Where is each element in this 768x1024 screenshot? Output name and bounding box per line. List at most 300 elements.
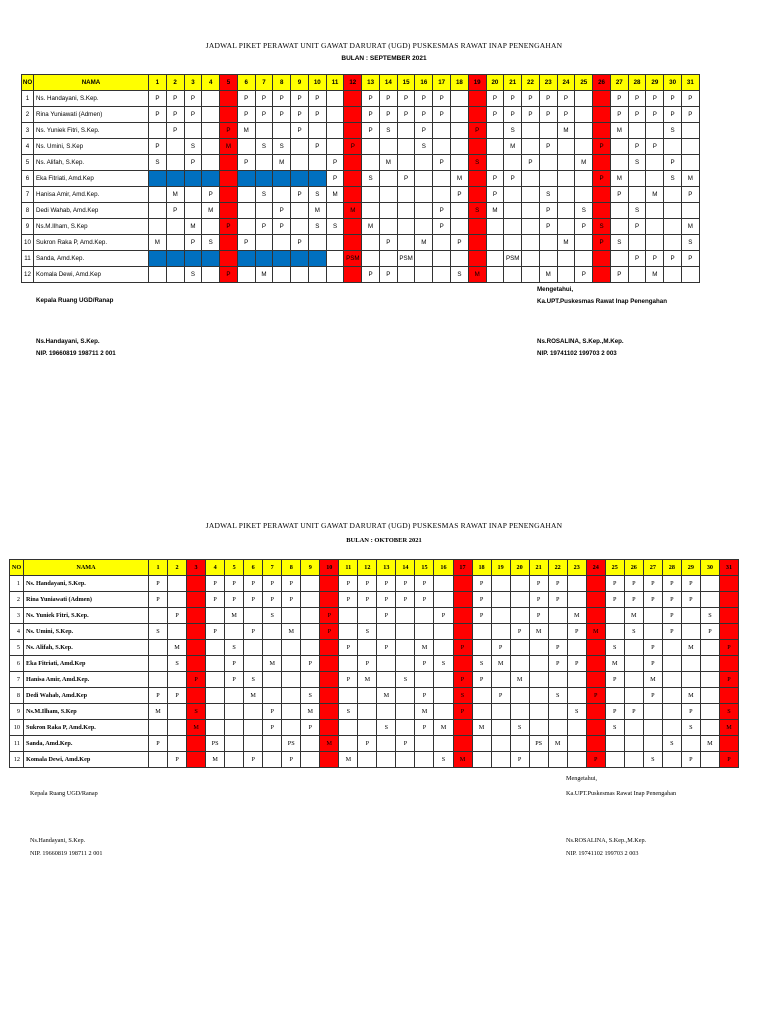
shift-cell [567,752,586,768]
shift-cell [225,720,244,736]
shift-cell [301,592,320,608]
shift-cell [206,704,225,720]
left-sign-role: Kepala Ruang UGD/Ranap [30,790,98,797]
shift-cell [472,624,491,640]
shift-cell [396,752,415,768]
row-number: 4 [22,139,34,155]
shift-cell: P [225,656,244,672]
shift-cell: P [557,107,575,123]
shift-cell [225,624,244,640]
header-day: 3 [184,75,202,91]
shift-cell [719,656,738,672]
shift-cell: P [646,251,664,267]
header-day: 31 [681,75,699,91]
shift-cell: P [220,123,238,139]
right-sign-role: Ka.UPT.Puskesmas Rawat Inap Penengahan [566,790,677,797]
right-signature-block [566,774,676,798]
shift-cell: P [664,155,682,171]
shift-cell: PSM [344,251,362,267]
shift-cell: P [149,139,167,155]
shift-cell [605,752,624,768]
shift-cell [339,656,358,672]
shift-cell: P [377,576,396,592]
header-day: 2 [168,560,187,576]
shift-cell [149,752,168,768]
shift-cell: P [273,107,291,123]
shift-cell: P [662,592,681,608]
shift-cell [491,720,510,736]
shift-cell: S [593,219,611,235]
header-day: 30 [664,75,682,91]
nurse-name: Rina Yuniawati (Admen) [34,107,149,123]
header-day: 27 [610,75,628,91]
shift-cell [396,608,415,624]
shift-cell [719,624,738,640]
shift-cell [244,720,263,736]
header-day: 29 [646,75,664,91]
shift-cell [681,608,700,624]
shift-cell [434,736,453,752]
shift-cell [491,592,510,608]
shift-cell [149,656,168,672]
shift-cell: M [453,752,472,768]
nurse-name: Ns. Yuniek Fitri, S.Kep. [24,608,149,624]
table-row [10,688,739,704]
shift-cell [263,640,282,656]
header-day: 18 [472,560,491,576]
row-number: 10 [22,235,34,251]
shift-cell: P [681,752,700,768]
shift-cell [719,608,738,624]
shift-cell: P [628,91,646,107]
shift-cell [206,672,225,688]
row-number: 11 [10,736,24,752]
shift-cell: P [263,720,282,736]
shift-cell [187,752,206,768]
shift-cell: P [548,592,567,608]
shift-cell: S [468,155,486,171]
shift-cell: P [624,592,643,608]
shift-cell: P [539,91,557,107]
shift-cell [586,592,605,608]
shift-cell [320,592,339,608]
shift-cell: P [244,576,263,592]
shift-cell: P [522,107,540,123]
shift-cell: S [504,123,522,139]
shift-cell [567,720,586,736]
shift-cell: P [664,107,682,123]
shift-cell: M [719,720,738,736]
shift-cell [225,704,244,720]
shift-cell: P [339,672,358,688]
shift-cell: P [237,155,255,171]
shift-cell: S [415,139,433,155]
shift-cell [605,624,624,640]
schedule-month: BULAN : OKTOBER 2021 [346,537,422,544]
shift-cell [453,576,472,592]
shift-cell [282,640,301,656]
shift-cell [206,608,225,624]
header-day: 8 [273,75,291,91]
shift-cell: P [681,107,699,123]
header-day: 6 [237,75,255,91]
shift-cell: M [379,155,397,171]
shift-cell: P [681,187,699,203]
right-sign-ack: Mengetahui, [566,775,598,782]
nurse-name: Sukron Raka P, Amd.Kep. [34,235,149,251]
shift-cell: P [510,624,529,640]
shift-cell [434,672,453,688]
shift-cell: P [681,91,699,107]
shift-cell [168,576,187,592]
shift-cell [282,704,301,720]
nurse-name: Ns. Umini, S.Kep. [24,624,149,640]
shift-cell [700,752,719,768]
left-sign-name: Ns.Handayani, S.Kep. [36,338,100,345]
shift-cell: M [244,688,263,704]
header-day: 20 [510,560,529,576]
shift-cell: M [415,704,434,720]
header-day: 12 [344,75,362,91]
shift-cell: M [187,720,206,736]
shift-cell: P [548,656,567,672]
shift-cell [586,736,605,752]
header-day: 26 [624,560,643,576]
header-day: 11 [339,560,358,576]
shift-cell: P [548,640,567,656]
shift-cell: P [593,171,611,187]
shift-cell: S [719,704,738,720]
shift-cell: P [415,688,434,704]
shift-cell: P [168,752,187,768]
shift-cell: P [415,656,434,672]
shift-cell: PS [206,736,225,752]
shift-cell: M [643,672,662,688]
shift-cell: M [624,608,643,624]
shift-cell [206,720,225,736]
shift-cell [263,624,282,640]
header-day: 27 [643,560,662,576]
shift-cell: P [396,592,415,608]
header-day: 14 [379,75,397,91]
header-day: 7 [255,75,273,91]
shift-cell: M [491,656,510,672]
shift-cell: P [244,624,263,640]
row-number: 4 [10,624,24,640]
shift-cell [529,752,548,768]
header-day: 1 [149,560,168,576]
shift-cell: S [453,688,472,704]
nurse-name: Sanda, Amd.Kep. [34,251,149,267]
shift-cell [700,576,719,592]
header-day: 11 [326,75,344,91]
shift-cell: P [320,608,339,624]
shift-cell [339,624,358,640]
shift-cell: P [628,251,646,267]
schedule-month: BULAN : SEPTEMBER 2021 [341,55,427,62]
shift-cell [415,672,434,688]
shift-cell: M [273,155,291,171]
shift-cell [358,688,377,704]
shift-cell [263,752,282,768]
shift-cell: S [681,720,700,736]
shift-cell: P [504,91,522,107]
shift-cell: P [362,123,380,139]
shift-cell [301,576,320,592]
table-row [10,608,739,624]
shift-cell: P [415,123,433,139]
shift-cell: P [605,672,624,688]
header-day: 15 [397,75,415,91]
shift-cell: P [529,608,548,624]
shift-cell: P [529,576,548,592]
shift-cell [301,640,320,656]
shift-cell [187,688,206,704]
shift-cell [491,704,510,720]
shift-cell: P [379,107,397,123]
shift-cell [168,736,187,752]
shift-cell [263,736,282,752]
table-row [10,720,739,736]
shift-cell [244,608,263,624]
shift-cell: P [237,107,255,123]
shift-cell: M [149,235,167,251]
shift-cell [282,672,301,688]
shift-cell [624,720,643,736]
left-sign-name: Ns.Handayani, S.Kep. [30,837,86,844]
shift-cell: M [700,736,719,752]
shift-cell: M [220,139,238,155]
shift-cell: P [681,251,699,267]
shift-cell [320,656,339,672]
shift-cell: S [202,235,220,251]
header-day: 19 [491,560,510,576]
shift-cell: P [291,187,309,203]
shift-cell: P [149,592,168,608]
shift-cell: S [362,171,380,187]
shift-cell [529,640,548,656]
shift-cell: M [510,672,529,688]
shift-cell: P [184,91,202,107]
header-nama: NAMA [24,560,149,576]
header-day: 13 [362,75,380,91]
shift-cell: P [539,139,557,155]
shift-cell: P [643,592,662,608]
shift-cell [567,688,586,704]
shift-cell: P [628,107,646,123]
shift-cell [681,656,700,672]
shift-cell: P [486,107,504,123]
shift-cell [586,672,605,688]
shift-cell [586,640,605,656]
shift-cell: P [339,592,358,608]
shift-cell: S [548,688,567,704]
shift-cell: P [451,235,469,251]
shift-cell [168,704,187,720]
header-day: 5 [225,560,244,576]
shift-cell: P [220,267,238,283]
shift-cell: S [434,752,453,768]
shift-cell: M [255,267,273,283]
header-day: 8 [282,560,301,576]
shift-cell [320,720,339,736]
shift-cell [320,640,339,656]
shift-cell: P [472,576,491,592]
shift-cell [320,752,339,768]
right-sign-ack: Mengetahui, [537,286,574,293]
shift-cell: M [225,608,244,624]
shift-cell [510,640,529,656]
shift-cell [624,640,643,656]
shift-cell: S [255,187,273,203]
shift-cell: M [206,752,225,768]
shift-cell: M [362,219,380,235]
shift-cell: P [586,688,605,704]
shift-cell [491,736,510,752]
shift-cell [700,688,719,704]
row-number: 7 [22,187,34,203]
shift-cell: S [610,235,628,251]
header-day: 31 [719,560,738,576]
shift-cell: S [184,267,202,283]
shift-cell: P [719,672,738,688]
shift-cell: S [681,235,699,251]
shift-cell: P [681,592,700,608]
shift-cell [472,752,491,768]
nurse-name: Rina Yuniawati (Admen) [24,592,149,608]
shift-cell [529,720,548,736]
header-day: 9 [291,75,309,91]
shift-cell: P [320,624,339,640]
shift-cell [491,672,510,688]
shift-cell: M [434,720,453,736]
shift-cell [149,672,168,688]
shift-cell: S [379,123,397,139]
shift-cell [282,688,301,704]
nurse-name: Hanisa Amir, Amd.Kep. [34,187,149,203]
shift-cell: P [539,203,557,219]
row-number: 3 [22,123,34,139]
nurse-name: Dedi Wahab, Amd.Kep [24,688,149,704]
shift-cell: S [225,640,244,656]
right-sign-role: Ka.UPT.Puskesmas Rawat Inap Penengahan [537,298,667,305]
shift-cell: S [624,624,643,640]
shift-cell: M [237,123,255,139]
row-number: 12 [10,752,24,768]
shift-cell: S [539,187,557,203]
shift-cell: M [681,688,700,704]
shift-cell [624,688,643,704]
shift-cell: M [326,187,344,203]
shift-cell: P [539,107,557,123]
shift-cell: P [662,576,681,592]
shift-cell [415,608,434,624]
row-number: 1 [22,91,34,107]
shift-cell: P [273,219,291,235]
shift-cell [491,752,510,768]
shift-cell: P [273,203,291,219]
shift-cell [719,576,738,592]
shift-cell [282,656,301,672]
shift-cell [149,720,168,736]
shift-cell: P [301,720,320,736]
nurse-name: Eka Fitriati, Amd.Kep [24,656,149,672]
schedule-title: JADWAL PIKET PERAWAT UNIT GAWAT DARURAT (UGD) PUSKESMAS RAWAT INAP PENENGAHAN [205,41,563,50]
shift-cell: P [339,640,358,656]
shift-cell: P [273,91,291,107]
header-day: 6 [244,560,263,576]
shift-cell [453,608,472,624]
shift-cell: P [610,267,628,283]
table-row [10,752,739,768]
table-row [10,672,739,688]
header-day: 28 [628,75,646,91]
shift-cell [396,640,415,656]
shift-cell: P [149,688,168,704]
shift-cell [434,576,453,592]
shift-cell [377,672,396,688]
header-day: 22 [522,75,540,91]
shift-cell [700,640,719,656]
shift-cell: M [308,203,326,219]
shift-cell: P [397,107,415,123]
shift-cell: P [472,592,491,608]
shift-cell: S [472,656,491,672]
shift-cell [434,688,453,704]
table-row [10,592,739,608]
header-day: 25 [575,75,593,91]
shift-cell [149,608,168,624]
shift-cell [168,624,187,640]
shift-cell: S [662,736,681,752]
nurse-name: Dedi Wahab, Amd.Kep [34,203,149,219]
shift-cell: P [610,91,628,107]
shift-cell: P [610,107,628,123]
header-day: 3 [187,560,206,576]
shift-cell [187,656,206,672]
shift-cell [510,656,529,672]
right-sign-name: Ns.ROSALINA, S.Kep.,M.Kep. [566,837,647,844]
shift-cell [567,592,586,608]
shift-cell: S [326,219,344,235]
shift-cell: P [415,107,433,123]
shift-cell [472,688,491,704]
shift-cell: M [548,736,567,752]
shift-cell: P [377,592,396,608]
shift-cell [700,656,719,672]
shift-cell [320,704,339,720]
shift-cell [301,672,320,688]
shift-cell: S [567,704,586,720]
shift-cell: P [339,576,358,592]
shift-cell: P [362,91,380,107]
shift-cell [377,704,396,720]
header-nama: NAMA [34,75,149,91]
header-day: 28 [662,560,681,576]
shift-cell [434,624,453,640]
header-day: 4 [206,560,225,576]
shift-cell: M [610,171,628,187]
shift-cell [320,576,339,592]
shift-cell [282,720,301,736]
shift-cell: P [504,171,522,187]
table-row [10,704,739,720]
shift-cell: P [504,107,522,123]
row-number: 10 [10,720,24,736]
nurse-name: Sukron Raka P, Amd.Kep. [24,720,149,736]
shift-cell: P [379,235,397,251]
row-number: 7 [10,672,24,688]
